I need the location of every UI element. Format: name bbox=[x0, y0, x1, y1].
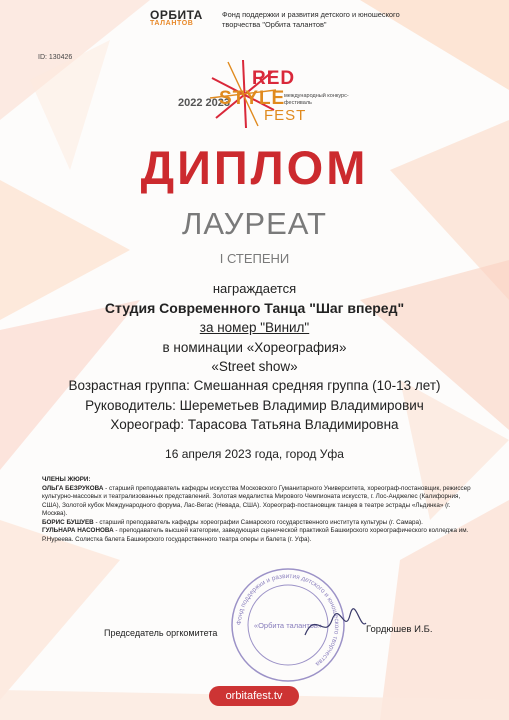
jury-member bbox=[42, 519, 472, 528]
rank-title: ЛАУРЕАТ bbox=[182, 206, 327, 241]
orbita-logo-text: ОРБИТА bbox=[150, 8, 203, 22]
jury-title: ЧЛЕНЫ ЖЮРИ: bbox=[42, 476, 91, 483]
festival-logo-fest: FEST bbox=[264, 107, 307, 124]
stamp-outer-text: Фонд поддержки и развития детского и юношеского творчества bbox=[235, 572, 341, 668]
age-group: Возрастная группа: Смешанная средняя группа (10-13 лет) bbox=[68, 378, 441, 393]
fund-name: Фонд поддержки и развития детского и юношеского творчества "Орбита талантов" bbox=[222, 10, 400, 29]
jury-member-name: БОРИС БУШУЕВ bbox=[42, 518, 94, 526]
leader: Руководитель: Шереметьев Владимир Владимирович bbox=[85, 398, 424, 413]
date-place: 16 апреля 2023 года, город Уфа bbox=[165, 447, 344, 461]
awarded-label: награждается bbox=[212, 281, 297, 296]
document-id: ID: 130426 bbox=[38, 54, 73, 61]
subnomination: «Street show» bbox=[211, 359, 298, 374]
diploma-title: ДИПЛОМ bbox=[140, 141, 369, 194]
chair-label: Председатель оргкомитета bbox=[104, 628, 218, 638]
jury-member-bio: - преподаватель высшей категории, заведующая сценической практикой Башкирского хореографического колледжа им. Р.Нуреева. Солистка балета Башкирского государственного театра оперы и балета (г. Уфа). bbox=[42, 527, 469, 543]
jury-member-bio: - старший преподаватель кафедры хореографии Самарского государственного института культуры (г. Самара). bbox=[93, 518, 423, 526]
chair-name: Гордюшев И.Б. bbox=[366, 624, 433, 635]
choreographer: Хореограф: Тарасова Татьяна Владимировна bbox=[110, 417, 399, 432]
festival-logo-style: STYLE bbox=[219, 88, 286, 109]
jury-member bbox=[42, 527, 472, 544]
jury-member bbox=[42, 485, 472, 519]
jury-member-name: ГУЛЬНАРА НАСОНОВА bbox=[42, 527, 114, 534]
stamp-center-text: «Орбита талантов» bbox=[253, 621, 323, 630]
jury-member-name: ОЛЬГА БЕЗРУКОВА bbox=[42, 484, 104, 492]
orbita-logo-subtext: ТАЛАНТОВ bbox=[150, 20, 194, 27]
jury-section bbox=[42, 476, 472, 544]
festival-subtitle: международный конкурс-фестиваль bbox=[284, 93, 349, 106]
festival-logo-red: RED bbox=[252, 68, 296, 89]
website-link[interactable]: orbitafest.tv bbox=[209, 686, 299, 706]
orbita-logo bbox=[150, 8, 203, 27]
recipient-name: Студия Современного Танца "Шаг вперед" bbox=[104, 300, 405, 316]
performance-number: за номер "Винил" bbox=[199, 320, 310, 335]
festival-years: 2022 2023 bbox=[178, 97, 230, 109]
rank-degree: I СТЕПЕНИ bbox=[219, 251, 290, 266]
signature-mark bbox=[300, 605, 370, 645]
nomination: в номинации «Хореография» bbox=[162, 340, 347, 355]
jury-member-bio: - старший преподаватель кафедры искусства Московского Гуманитарного Университета, хореограф-постановщик, режиссер культурно-массовых и театрализованных представлений. Золотая медалистка Мирового Чемпионата искусств, г. Лос-Анджелес (Калифорния, США), Золотой кубок Международного форума, Лас-Вегас (Невада, США). Хореограф-постановщик танцев в театре эстрады «Льдинка» (г. Москва). bbox=[42, 484, 471, 517]
